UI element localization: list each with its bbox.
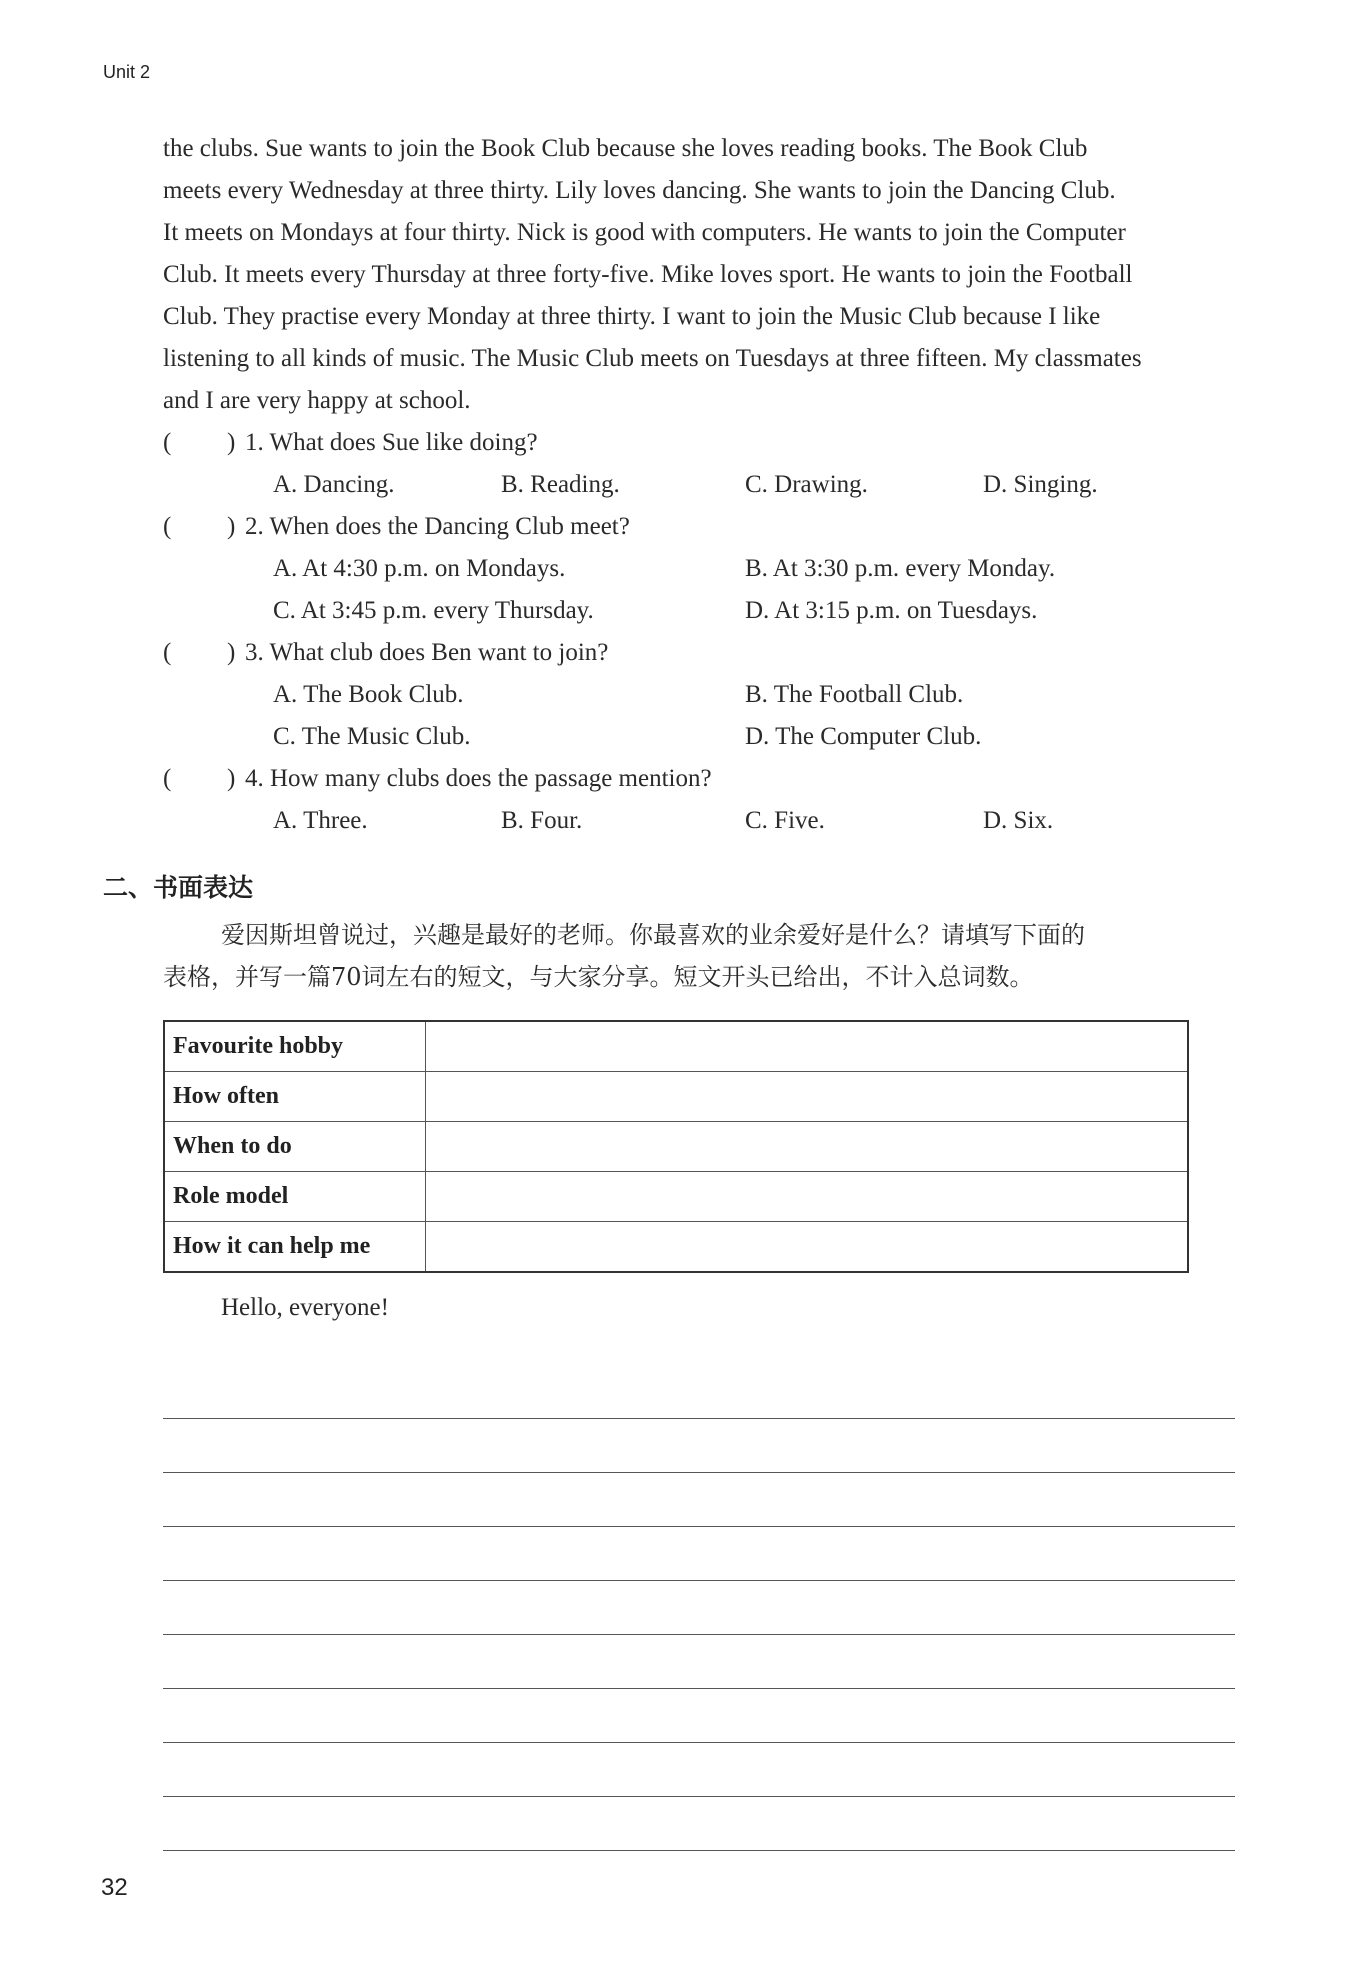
writing-area[interactable] xyxy=(163,1365,1235,1851)
option-a: A. The Book Club. xyxy=(273,681,464,708)
writing-line[interactable] xyxy=(163,1581,1235,1635)
option-a: A. Three. xyxy=(273,807,368,834)
option-a: A. At 4:30 p.m. on Mondays. xyxy=(273,555,566,582)
option-c: C. The Music Club. xyxy=(273,723,471,750)
row-label: Role model xyxy=(164,1172,426,1222)
row-answer-cell[interactable] xyxy=(426,1021,1189,1072)
reading-passage xyxy=(163,128,1253,422)
option-c: C. Drawing. xyxy=(745,471,868,498)
question-1 xyxy=(163,422,1253,464)
option-row xyxy=(163,674,1253,716)
row-answer-cell[interactable] xyxy=(426,1172,1189,1222)
option-row xyxy=(163,590,1253,632)
question-stem: 4. How many clubs does the passage mention? xyxy=(245,765,712,792)
option-b: B. Four. xyxy=(501,807,583,834)
passage-line: It meets on Mondays at four thirty. Nick is good with computers. He wants to join the Computer xyxy=(163,219,1126,246)
answer-blank-close: ) xyxy=(227,765,236,792)
writing-instructions xyxy=(163,914,1243,998)
instruction-line: 爱因斯坦曾说过，兴趣是最好的老师。你最喜欢的业余爱好是什么？请填写下面的 xyxy=(221,921,1085,949)
option-d: D. Six. xyxy=(983,807,1054,834)
instruction-line: 表格，并写一篇70词左右的短文，与大家分享。短文开头已给出，不计入总词数。 xyxy=(163,963,1034,991)
passage-line: meets every Wednesday at three thirty. Lily loves dancing. She wants to join the Dancing Club. xyxy=(163,177,1116,204)
section-title: 二、书面表达 xyxy=(103,873,254,902)
option-row xyxy=(163,800,1253,842)
unit-header: Unit 2 xyxy=(103,62,151,82)
question-2 xyxy=(163,506,1253,548)
question-list xyxy=(163,422,1253,842)
question-stem: 1. What does Sue like doing? xyxy=(245,429,538,456)
passage-line: the clubs. Sue wants to join the Book Club because she loves reading books. The Book Club xyxy=(163,135,1088,162)
table-row xyxy=(164,1021,1188,1072)
writing-line[interactable] xyxy=(163,1797,1235,1851)
answer-blank-close: ) xyxy=(227,429,236,456)
row-answer-cell[interactable] xyxy=(426,1122,1189,1172)
question-4 xyxy=(163,758,1253,800)
answer-blank-open: ( xyxy=(163,513,172,540)
option-row xyxy=(163,716,1253,758)
table-row xyxy=(164,1072,1188,1122)
row-answer-cell[interactable] xyxy=(426,1222,1189,1273)
answer-blank-open: ( xyxy=(163,639,172,666)
option-c: C. At 3:45 p.m. every Thursday. xyxy=(273,597,594,624)
writing-line[interactable] xyxy=(163,1419,1235,1473)
option-a: A. Dancing. xyxy=(273,471,395,498)
row-label: How often xyxy=(164,1072,426,1122)
writing-line[interactable] xyxy=(163,1689,1235,1743)
answer-blank-open: ( xyxy=(163,765,172,792)
option-c: C. Five. xyxy=(745,807,825,834)
option-d: D. The Computer Club. xyxy=(745,723,982,750)
passage-line: Club. It meets every Thursday at three forty-five. Mike loves sport. He wants to join the Football xyxy=(163,261,1133,288)
option-b: B. The Football Club. xyxy=(745,681,964,708)
row-answer-cell[interactable] xyxy=(426,1072,1189,1122)
passage-line: Club. They practise every Monday at three thirty. I want to join the Music Club because I like xyxy=(163,303,1101,330)
writing-line[interactable] xyxy=(163,1743,1235,1797)
option-d: D. At 3:15 p.m. on Tuesdays. xyxy=(745,597,1038,624)
option-row xyxy=(163,464,1253,506)
option-b: B. Reading. xyxy=(501,471,620,498)
row-label: How it can help me xyxy=(164,1222,426,1273)
option-b: B. At 3:30 p.m. every Monday. xyxy=(745,555,1056,582)
option-d: D. Singing. xyxy=(983,471,1098,498)
writing-line[interactable] xyxy=(163,1635,1235,1689)
answer-blank-close: ) xyxy=(227,639,236,666)
hobby-table xyxy=(163,1020,1189,1273)
table-row xyxy=(164,1122,1188,1172)
page-number: 32 xyxy=(101,1874,128,1901)
option-row xyxy=(163,548,1253,590)
question-stem: 2. When does the Dancing Club meet? xyxy=(245,513,630,540)
passage-line: listening to all kinds of music. The Music Club meets on Tuesdays at three fifteen. My classmates xyxy=(163,345,1142,372)
answer-blank-close: ) xyxy=(227,513,236,540)
writing-line[interactable] xyxy=(163,1527,1235,1581)
essay-opening: Hello, everyone! xyxy=(221,1294,389,1321)
question-3 xyxy=(163,632,1253,674)
passage-line: and I are very happy at school. xyxy=(163,387,471,414)
table-row xyxy=(164,1172,1188,1222)
answer-blank-open: ( xyxy=(163,429,172,456)
question-stem: 3. What club does Ben want to join? xyxy=(245,639,609,666)
row-label: Favourite hobby xyxy=(164,1021,426,1072)
writing-line[interactable] xyxy=(163,1365,1235,1419)
table-row xyxy=(164,1222,1188,1273)
row-label: When to do xyxy=(164,1122,426,1172)
writing-line[interactable] xyxy=(163,1473,1235,1527)
